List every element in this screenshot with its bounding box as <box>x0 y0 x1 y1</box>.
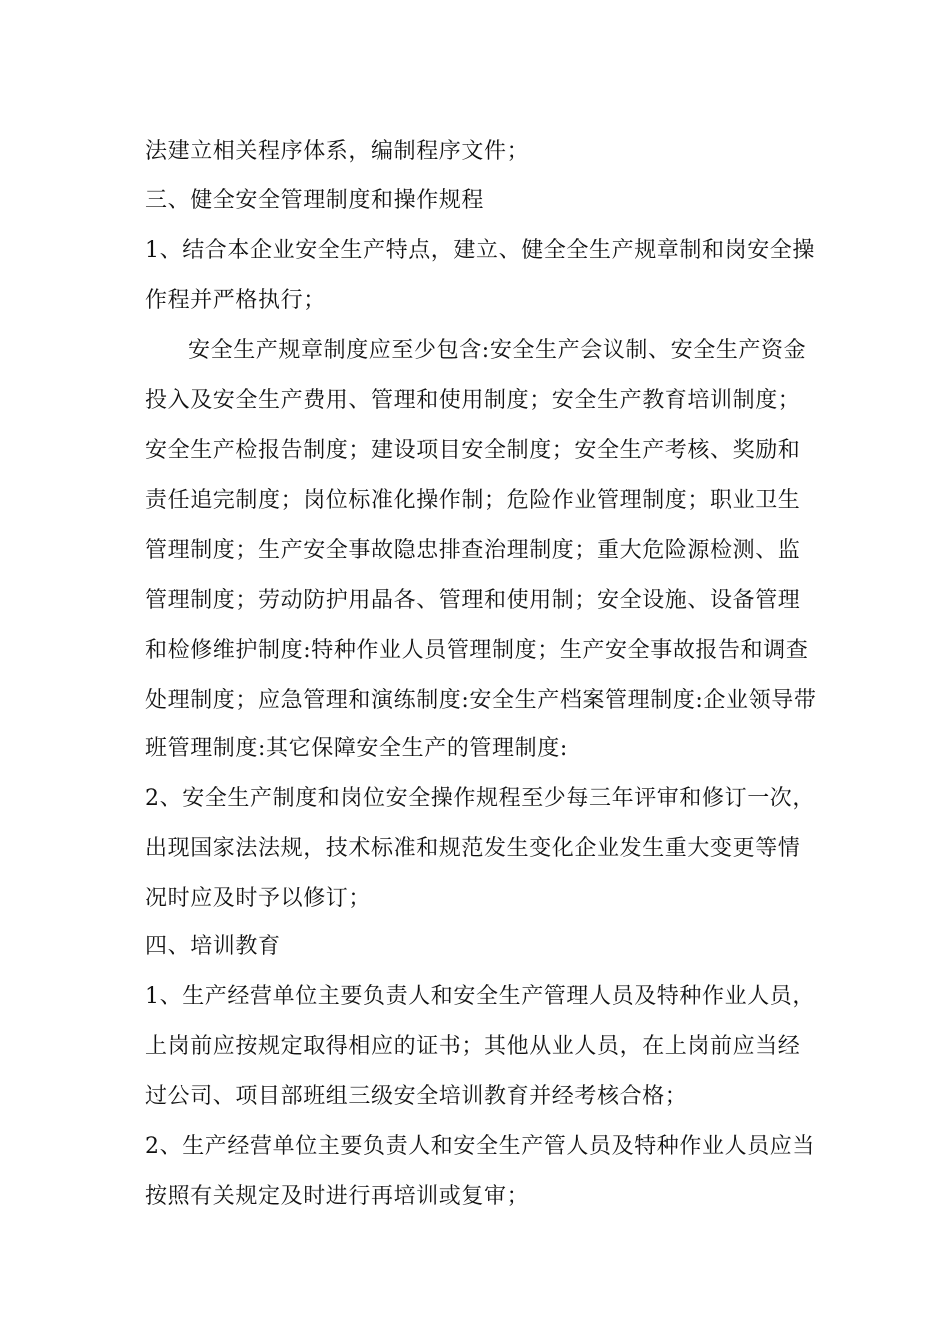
text-line: 上岗前应按规定取得相应的证书；其他从业人员，在上岗前应当经 <box>145 1034 801 1059</box>
text-line: 1、生产经营单位主要负责人和安全生产管理人员及特种作业人员， <box>145 984 815 1009</box>
text-line: 过公司、项目部班组三级安全培训教育并经考核合格； <box>145 1084 688 1109</box>
text-line: 出现国家法法规，技术标准和规范发生变化企业发生重大变更等情 <box>145 836 801 861</box>
text-line: 法建立相关程序体系，编制程序文件； <box>145 139 530 164</box>
text-line: 2、生产经营单位主要负责人和安全生产管人员及特种作业人员应当 <box>145 1134 815 1159</box>
text-line: 投入及安全生产费用、管理和使用制度；安全生产教育培训制度； <box>145 388 801 413</box>
text-line: 况时应及时予以修订； <box>145 886 372 911</box>
section-heading: 四、培训教育 <box>145 934 281 959</box>
text-line: 安全生产规章制度应至少包含:安全生产会议制、安全生产资金 <box>188 338 807 363</box>
text-line: 按照有关规定及时进行再培训或复审； <box>145 1184 530 1209</box>
text-line: 2、安全生产制度和岗位安全操作规程至少每三年评审和修订一次， <box>145 786 815 811</box>
text-line: 作程并严格执行； <box>145 288 326 313</box>
section-heading: 三、健全安全管理制度和操作规程 <box>145 188 485 213</box>
text-line: 和检修维护制度:特种作业人员管理制度；生产安全事故报告和调查 <box>145 638 809 663</box>
text-line: 班管理制度:其它保障安全生产的管理制度: <box>145 736 568 761</box>
text-line: 责任追完制度；岗位标准化操作制；危险作业管理制度；职业卫生 <box>145 488 801 513</box>
text-line: 处理制度；应急管理和演练制度:安全生产档案管理制度:企业领导带 <box>145 688 817 713</box>
text-line: 安全生产检报告制度；建设项目安全制度；安全生产考核、奖励和 <box>145 438 801 463</box>
text-line: 1、结合本企业安全生产特点，建立、健全全生产规章制和岗安全操 <box>145 238 815 263</box>
text-line: 管理制度；生产安全事故隐忠排查治理制度；重大危险源检测、监 <box>145 538 801 563</box>
text-line: 管理制度；劳动防护用晶各、管理和使用制；安全设施、设备管理 <box>145 588 801 613</box>
